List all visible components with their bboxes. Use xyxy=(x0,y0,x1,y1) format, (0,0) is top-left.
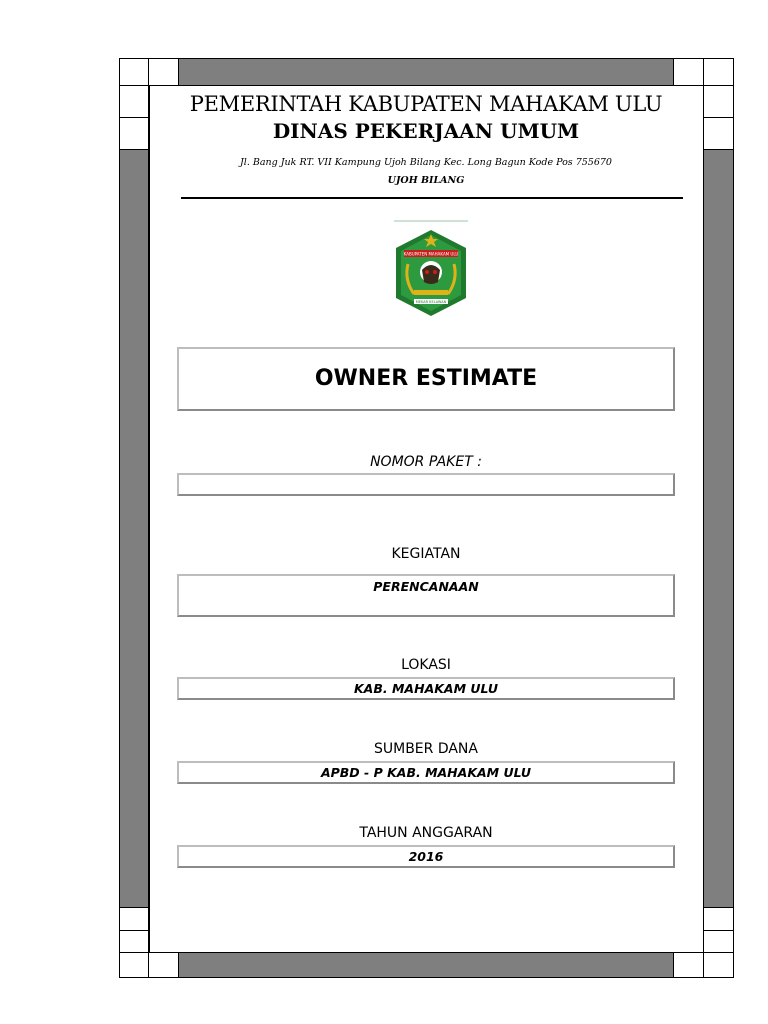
frame-cell xyxy=(148,58,179,86)
nomor-paket-label: NOMOR PAKET : xyxy=(370,454,482,470)
document-title-box xyxy=(177,347,675,411)
frame-cell xyxy=(119,952,150,978)
lokasi-field xyxy=(177,677,675,700)
tahun-anggaran-label: TAHUN ANGGARAN xyxy=(359,825,493,841)
kegiatan-label: KEGIATAN xyxy=(391,546,461,562)
frame-cell xyxy=(703,117,734,150)
frame-cell xyxy=(703,58,734,86)
coat-of-arms-icon xyxy=(392,220,470,316)
tahun-anggaran-field xyxy=(177,845,675,868)
office-address: Jl. Bang Juk RT. VII Kampung Ujoh Bilang Kec. Long Bagun Kode Pos 755670 xyxy=(240,157,612,168)
svg-text:MEKAR KELAWAN: MEKAR KELAWAN xyxy=(415,300,447,304)
frame-divider xyxy=(148,85,149,953)
frame-cell xyxy=(119,58,150,86)
regency-emblem xyxy=(392,220,470,316)
kegiatan-field xyxy=(177,574,675,617)
sumber-dana-label: SUMBER DANA xyxy=(373,741,478,757)
frame-bottom-bar xyxy=(178,952,674,978)
frame-cell xyxy=(148,952,179,978)
svg-text:KABUPATEN MAHAKAM ULU: KABUPATEN MAHAKAM ULU xyxy=(403,251,459,257)
sumber-dana-field xyxy=(177,761,675,784)
sumber-dana-value: APBD - P KAB. MAHAKAM ULU xyxy=(320,765,532,780)
frame-cell xyxy=(119,907,150,931)
frame-top-bar xyxy=(178,58,674,86)
tahun-anggaran-value: 2016 xyxy=(408,849,444,864)
lokasi-label: LOKASI xyxy=(401,657,451,673)
frame-left-bar xyxy=(119,149,150,908)
frame-cell xyxy=(673,952,704,978)
nomor-paket-field xyxy=(177,473,675,496)
frame-cell xyxy=(119,117,150,150)
frame-cell xyxy=(119,85,150,118)
office-city: UJOH BILANG xyxy=(387,175,465,186)
government-name: PEMERINTAH KABUPATEN MAHAKAM ULU xyxy=(189,92,663,116)
frame-cell xyxy=(703,952,734,978)
frame-cell xyxy=(673,58,704,86)
frame-cell xyxy=(119,930,150,953)
frame-divider xyxy=(703,85,704,953)
department-name: DINAS PEKERJAAN UMUM xyxy=(272,119,580,143)
frame-cell xyxy=(703,85,734,118)
document-title: OWNER ESTIMATE xyxy=(314,366,538,391)
lokasi-value: KAB. MAHAKAM ULU xyxy=(354,681,498,696)
frame-right-bar xyxy=(703,149,734,908)
header-rule xyxy=(181,197,683,199)
kegiatan-value: PERENCANAAN xyxy=(373,579,479,594)
frame-cell xyxy=(703,930,734,953)
frame-cell xyxy=(703,907,734,931)
